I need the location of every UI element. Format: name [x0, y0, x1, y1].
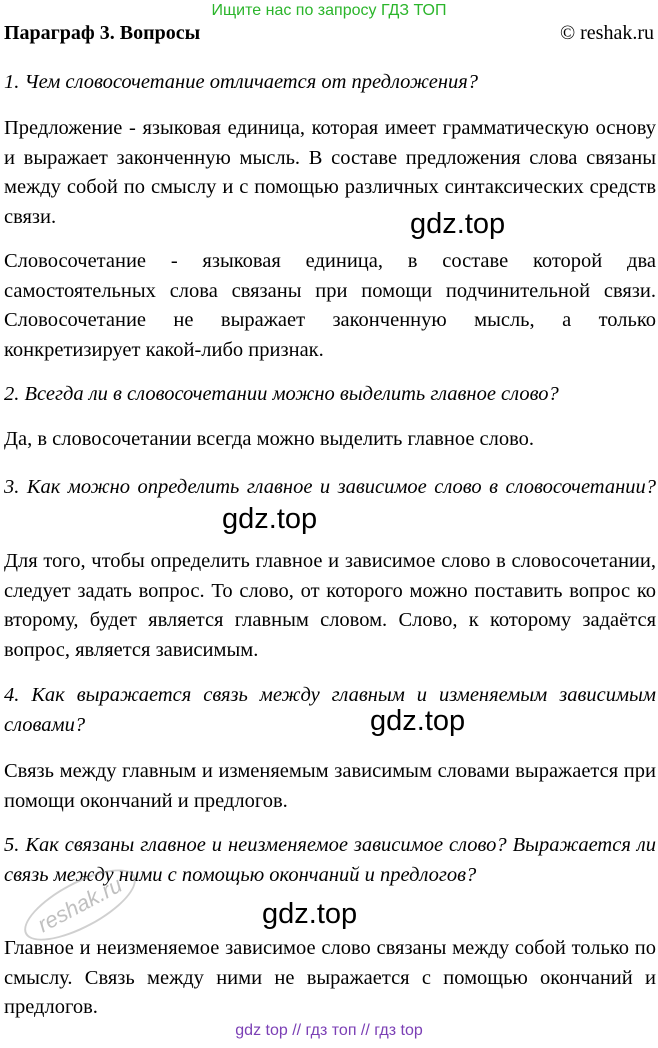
question-3: 3. Как можно определить главное и зависимое слово в словосочетании? — [4, 476, 656, 498]
question-4: 4. Как выражается связь между главным и изменяемым зависимым словами? — [4, 684, 656, 736]
answer-1-2: Словосочетание - языковая единица, в составе которой два самостоятельных слова связаны при помощи подчинительной связи. Словосочетание не выражает законченную мысль, а только конкретизирует какой-либо признак. — [4, 250, 656, 361]
question-5: 5. Как связаны главное и неизменяемое зависимое слово? Выражается ли связь между ними с помощью окончаний и предлогов? — [4, 834, 656, 886]
top-banner: Ищите нас по запросу ГДЗ ТОП — [211, 2, 447, 19]
copyright-label: © reshak.ru — [559, 22, 654, 44]
reshak-stamp-watermark: reshak.ru — [14, 856, 145, 955]
watermark: gdz.top — [262, 898, 358, 930]
question-1: 1. Чем словосочетание отличается от предложения? — [4, 71, 479, 93]
answer-3: Для того, чтобы определить главное и зависимое слово в словосочетании, следует задать вопрос. То слово, от которого можно поставить вопрос ко второму, будет является главным словом. Слово, к которому задаётся вопрос, является зависимым. — [4, 550, 656, 661]
answer-5: Главное и неизменяемое зависимое слово связаны между собой только по смыслу. Связь между ними не выражается с помощью окончаний и предлогов. — [4, 937, 656, 1018]
watermark: gdz.top — [222, 503, 318, 535]
answer-2: Да, в словосочетании всегда можно выделить главное слово. — [4, 428, 535, 450]
page-header — [4, 22, 654, 50]
answer-1-1: Предложение - языковая единица, которая имеет грамматическую основу и выражает законченную мысль. В составе предложения слова связаны между собой по смыслу и с помощью различных синтаксических средств связи. — [4, 117, 656, 228]
watermark: gdz.top — [410, 208, 506, 240]
answer-4: Связь между главным и изменяемым зависимым словами выражается при помощи окончаний и предлогов. — [4, 760, 656, 812]
footer-links: gdz top // гдз топ // гдз top — [235, 1022, 423, 1039]
watermark: gdz.top — [370, 705, 466, 737]
page-title: Параграф 3. Вопросы — [4, 22, 201, 44]
question-2: 2. Всегда ли в словосочетании можно выделить главное слово? — [4, 383, 559, 405]
